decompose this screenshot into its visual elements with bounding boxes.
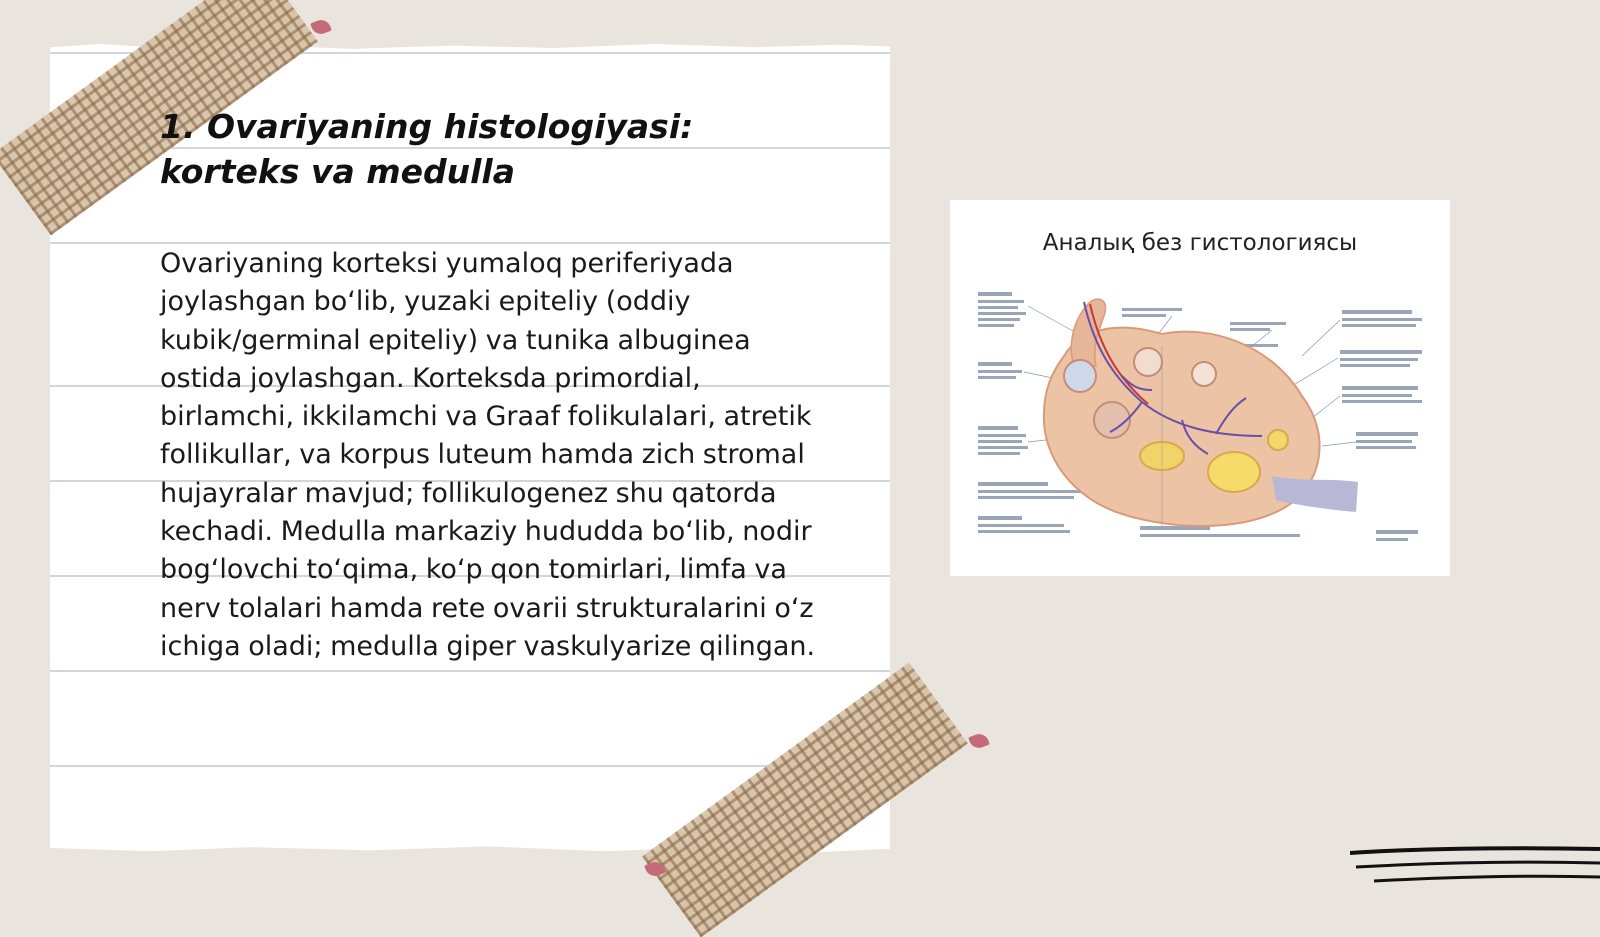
slide-body-text: Ovariyaning korteksi yumaloq periferiyada joylashgan bo‘lib, yuzaki epiteliy (oddiy kubik/germinal epiteliy) va tunika albuginea ostida joylashgan. Korteksda primordial, birlamchi, ikkilamchi va Graaf folikulalari, atretik follikullar, va korpus luteum hamda zich stromal hujayralar mavjud; follikulogenez shu qatorda kechadi. Medulla markaziy hududda bo‘lib, nodir bog‘lovchi to‘qima, ko‘p qon tomirlari, limfa va nerv tolalari hamda rete ovarii strukturalarini o‘z ichiga oladi; medulla giper vaskulyarize qilingan. bbox=[160, 248, 816, 662]
decorative-scribble-lines bbox=[1350, 845, 1600, 895]
tape-curl-bottom-right bbox=[968, 731, 990, 750]
image-card bbox=[950, 200, 1450, 576]
slide-title: 1. Ovariyaning histologiyasi: korteks va medulla bbox=[160, 107, 694, 191]
image-caption: Аналық без гистологиясы bbox=[1042, 230, 1358, 256]
ovary-cross-section-icon bbox=[972, 286, 1428, 556]
tape-curl-top bbox=[310, 17, 332, 36]
